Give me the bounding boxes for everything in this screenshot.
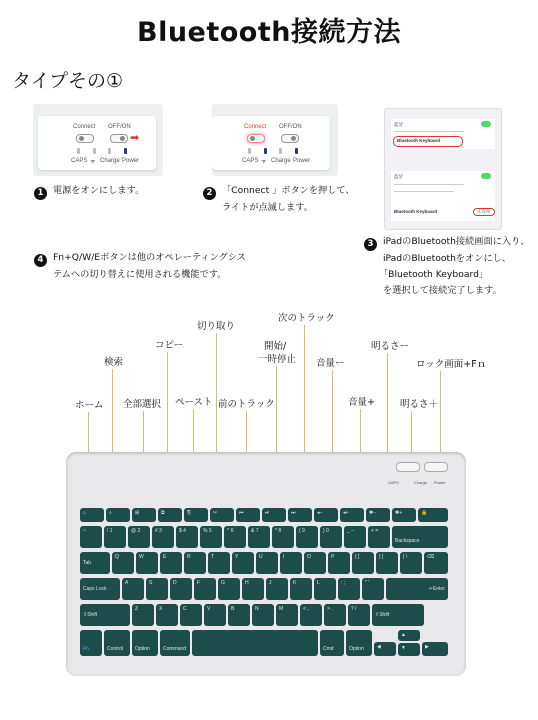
key-play-pause[interactable]: ⏯ — [262, 508, 286, 522]
step-number: 3 — [364, 238, 377, 251]
key[interactable]: K — [290, 578, 312, 600]
key-shift-left[interactable]: ⇧Shift — [80, 604, 130, 626]
key[interactable]: T — [208, 552, 230, 574]
key[interactable]: R — [184, 552, 206, 574]
key[interactable]: " ' — [362, 578, 384, 600]
connect-switch[interactable] — [396, 462, 420, 472]
label-select-all: 全部選択 — [123, 399, 162, 410]
connect-switch — [76, 134, 94, 143]
charge-text: Charge — [100, 158, 120, 164]
step2-image — [212, 104, 338, 176]
key[interactable]: L — [314, 578, 336, 600]
step-number: 4 — [34, 254, 47, 267]
label-bright-down: 明るさー — [371, 341, 410, 352]
key[interactable]: O — [304, 552, 326, 574]
key[interactable]: Q — [112, 552, 134, 574]
key[interactable]: ! 1 — [104, 526, 126, 548]
key[interactable]: @ 2 — [128, 526, 150, 548]
label-play-pause-2: 一時停止 — [258, 354, 297, 365]
key[interactable]: | \ — [400, 552, 422, 574]
bt-led — [264, 148, 267, 154]
label-vol-up: 音量+ — [348, 397, 375, 408]
key-arrow-up[interactable]: ▲ — [398, 630, 420, 641]
key-prev-track[interactable]: ⏮ — [236, 508, 260, 522]
page-title: Bluetooth接続方法 — [136, 17, 401, 48]
key-search[interactable]: ⌕ — [106, 508, 130, 522]
label-bright-up: 明るさ＋ — [400, 399, 439, 410]
key[interactable]: Z — [132, 604, 154, 626]
key[interactable]: ? / — [348, 604, 370, 626]
label-play-pause-1: 開始/ — [264, 341, 287, 352]
caps-led — [248, 148, 251, 154]
key[interactable]: N — [252, 604, 274, 626]
bluetooth-icon: ᯤ — [90, 159, 96, 165]
bluetooth-keyboard-item[interactable]: Bluetooth Keyboard — [397, 138, 441, 143]
bluetooth-toggle[interactable] — [481, 121, 491, 127]
power-switch[interactable] — [424, 462, 448, 472]
step4-caption: 4 Fn+Q/W/Eボタンは他のオペレーティングシス テムへの切り替えに使用される機能です。 — [34, 250, 246, 283]
device-panel — [38, 116, 156, 170]
key-tab[interactable]: Tab — [80, 552, 110, 574]
key[interactable]: W — [136, 552, 158, 574]
key-bright-down[interactable]: ✱− — [366, 508, 390, 522]
keyboard — [66, 452, 466, 676]
key[interactable]: & 7 — [248, 526, 270, 548]
step3-caption: 3 iPadのBluetooth接続画面に入り、 iPadのBluetoothをオンにし、 「Bluetooth Keyboard」 を選択して接続完了します。 — [364, 234, 529, 299]
bt-led — [93, 148, 96, 154]
status-badge: 未连接 — [473, 208, 495, 216]
key[interactable]: I — [280, 552, 302, 574]
key-copy[interactable]: ⧉ — [158, 508, 182, 522]
key-control[interactable]: Control — [104, 630, 130, 656]
bluetooth-section: 蓝牙 Bluetooth Keyboard — [391, 119, 495, 149]
caps-text: CAPS — [71, 158, 88, 164]
key-lock[interactable]: 🔒 — [418, 508, 448, 522]
key[interactable]: U — [256, 552, 278, 574]
step1-caption: 1 電源をオンにします。 — [34, 183, 144, 200]
key-command[interactable]: Command — [160, 630, 190, 656]
key[interactable]: J — [266, 578, 288, 600]
key-backspace[interactable]: Backspace — [392, 526, 448, 548]
power-text: Power — [293, 158, 311, 164]
label-copy: コピー — [155, 340, 184, 351]
key[interactable]: F — [194, 578, 216, 600]
key-arrow-left[interactable]: ◀ — [374, 642, 396, 656]
key[interactable]: % 5 — [200, 526, 222, 548]
key[interactable]: _ − — [344, 526, 366, 548]
arrow-right-icon: ➡ — [130, 131, 140, 144]
key-option[interactable]: Option — [132, 630, 158, 656]
label-paste: ペースト — [175, 397, 213, 408]
key-space[interactable] — [192, 630, 318, 656]
connect-switch — [247, 134, 265, 143]
key[interactable]: > . — [324, 604, 346, 626]
key-bright-up[interactable]: ✱+ — [392, 508, 416, 522]
key[interactable]: ^ 6 — [224, 526, 246, 548]
connect-label: Connect — [73, 124, 96, 130]
label-cut: 切り取り — [197, 321, 236, 332]
section-subtitle: タイプその① — [12, 70, 124, 92]
bluetooth-icon: ᯤ — [261, 159, 267, 165]
key[interactable]: # 3 — [152, 526, 174, 548]
key[interactable]: < , — [300, 604, 322, 626]
onoff-label: OFF/ON — [108, 124, 131, 130]
key[interactable]: S — [146, 578, 168, 600]
connect-label: Connect — [244, 124, 267, 130]
key-enter[interactable]: ↵Enter — [386, 578, 448, 600]
key[interactable]: * 8 — [272, 526, 294, 548]
key[interactable]: : ; — [338, 578, 360, 600]
step-number: 1 — [34, 187, 47, 200]
key[interactable]: $ 4 — [176, 526, 198, 548]
key[interactable]: Y — [232, 552, 254, 574]
key-select-all[interactable]: ⊞ — [132, 508, 156, 522]
bluetooth-keyboard-item[interactable]: Bluetooth Keyboard — [394, 209, 438, 214]
key[interactable]: } ] — [376, 552, 398, 574]
caps-led — [77, 148, 80, 154]
key-arrow-right[interactable]: ▶ — [422, 642, 448, 656]
key-vol-up[interactable]: ◂+ — [340, 508, 364, 522]
key-shift-right[interactable]: ⇧Shift — [372, 604, 424, 626]
caps-text: CAPS — [388, 480, 399, 485]
key[interactable]: ( 9 — [296, 526, 318, 548]
charge-text: Charge — [414, 480, 428, 485]
key[interactable]: D — [170, 578, 192, 600]
key-option-right[interactable]: Option — [346, 630, 372, 656]
key[interactable]: ⌫ — [424, 552, 448, 574]
power-switch — [110, 134, 128, 143]
charge-led — [108, 148, 111, 154]
onoff-label: OFF/ON — [279, 124, 302, 130]
key[interactable]: V — [204, 604, 226, 626]
key-vol-down[interactable]: ◂− — [314, 508, 338, 522]
label-vol-down: 音量ー — [316, 358, 345, 369]
key[interactable]: B — [228, 604, 250, 626]
power-led — [124, 148, 127, 154]
key[interactable]: P — [328, 552, 350, 574]
step3-ipad-screen — [384, 108, 502, 230]
key[interactable]: X — [156, 604, 178, 626]
key[interactable]: { [ — [352, 552, 374, 574]
power-text: Power — [434, 480, 446, 485]
caps-text: CAPS — [242, 158, 259, 164]
device-panel — [212, 116, 330, 170]
power-text: Power — [122, 158, 140, 164]
key[interactable]: C — [180, 604, 202, 626]
key-caps-lock[interactable]: Caps Lock — [80, 578, 120, 600]
power-led — [295, 148, 298, 154]
key-fn[interactable]: Fn — [80, 630, 102, 656]
charge-led — [279, 148, 282, 154]
key-paste[interactable]: ⎘ — [184, 508, 208, 522]
step1-image — [33, 104, 163, 176]
label-next-track: 次のトラック — [278, 313, 335, 324]
key-cmd[interactable]: Cmd — [320, 630, 344, 656]
label-search: 検索 — [104, 357, 124, 368]
key[interactable]: G — [218, 578, 240, 600]
label-home: ホーム — [75, 400, 104, 411]
bluetooth-section-2: 蓝牙 Bluetooth Keyboard 未连接 — [391, 171, 495, 221]
key[interactable]: M — [276, 604, 298, 626]
charge-text: Charge — [271, 158, 291, 164]
step2-caption: 2 「Connect 」ボタンを押して、 ライトが点滅します。 — [203, 183, 355, 216]
key-arrow-down[interactable]: ▼ — [398, 643, 420, 656]
step-number: 2 — [203, 187, 216, 200]
key[interactable]: + = — [368, 526, 390, 548]
bluetooth-toggle[interactable] — [481, 173, 491, 179]
key[interactable]: ) 0 — [320, 526, 342, 548]
key[interactable]: A — [122, 578, 144, 600]
key[interactable]: H — [242, 578, 264, 600]
label-prev-track: 前のトラック — [218, 399, 275, 410]
label-lock: ロック画面+Fｎ — [416, 359, 487, 370]
power-switch — [281, 134, 299, 143]
key[interactable]: E — [160, 552, 182, 574]
key-home[interactable]: ⌂ — [80, 508, 104, 522]
key-cut[interactable]: ✂ — [210, 508, 234, 522]
key[interactable]: ~ — [80, 526, 102, 548]
key-next-track[interactable]: ⏭ — [288, 508, 312, 522]
